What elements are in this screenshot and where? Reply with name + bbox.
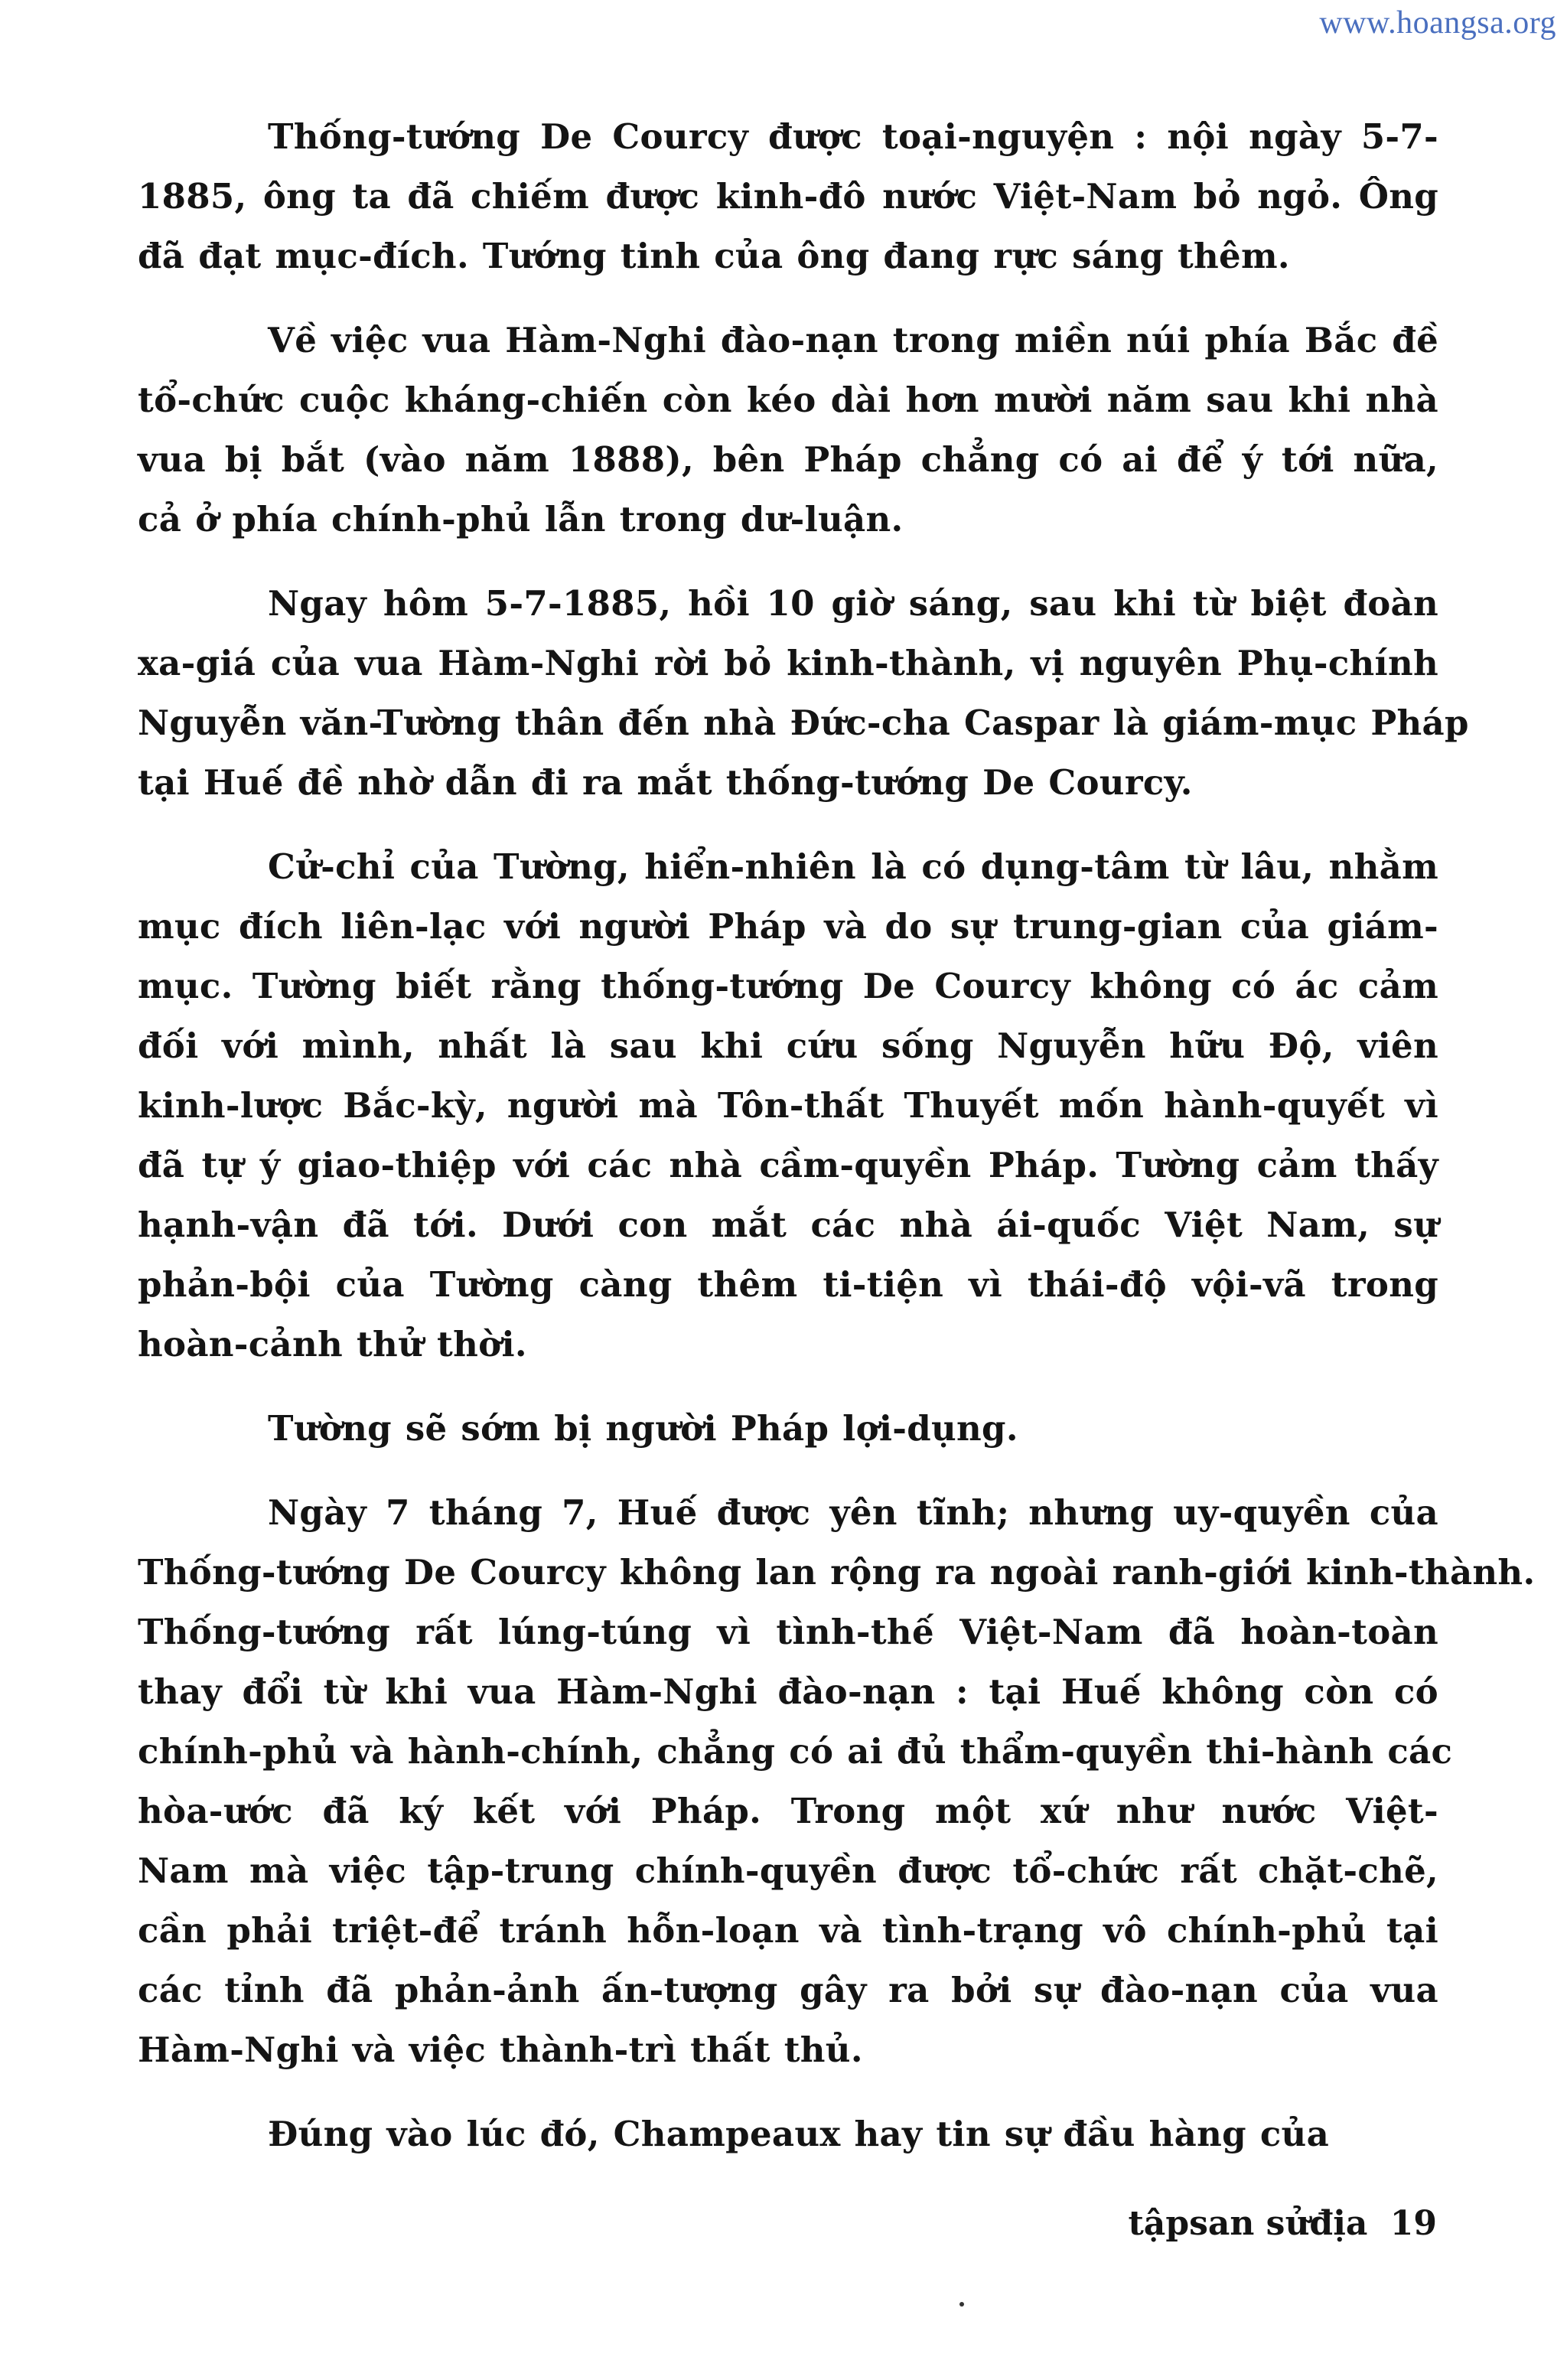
page-number: 19 xyxy=(1389,2204,1437,2243)
text-line: đối với mình, nhất là sau khi cứu sống Nguyễn hữu Độ, viên xyxy=(138,1025,1438,1066)
text-line: vua bị bắt (vào năm 1888), bên Pháp chẳng có ai để ý tới nữa, xyxy=(138,439,1438,480)
text-line: các tỉnh đã phản-ảnh ấn-tượng gây ra bởi sự đào-nạn của vua xyxy=(138,1970,1438,2010)
paragraph xyxy=(138,1483,1536,2080)
text-line: hoàn-cảnh thử thời. xyxy=(138,1324,527,1364)
text-line: hòa-ước đã ký kết với Pháp. Trong một xứ như nước Việt- xyxy=(138,1791,1438,1831)
text-line: đã tự ý giao-thiệp với các nhà cầm-quyền Pháp. Tường cảm thấy xyxy=(138,1145,1438,1185)
watermark-url: www.hoangsa.org xyxy=(1319,5,1556,41)
paragraph xyxy=(138,837,1438,1374)
text-line: Ngay hôm 5-7-1885, hồi 10 giờ sáng, sau khi từ biệt đoàn xyxy=(268,583,1438,624)
text-line: Ngày 7 tháng 7, Huế được yên tĩnh; nhưng uy-quyền của xyxy=(268,1492,1438,1533)
journal-title: tậpsan sửđịa xyxy=(1128,2204,1368,2243)
text-line: chính-phủ và hành-chính, chẳng có ai đủ thẩm-quyền thi-hành các xyxy=(138,1731,1453,1772)
paragraph xyxy=(138,1399,1438,1459)
text-line: tại Huế đề nhờ dẫn đi ra mắt thống-tướng De Courcy. xyxy=(138,762,1193,803)
text-line: kinh-lược Bắc-kỳ, người mà Tôn-thất Thuyết mốn hành-quyết vì xyxy=(138,1085,1438,1126)
scan-speck xyxy=(959,2302,964,2307)
text-line: Thống-tướng De Courcy không lan rộng ra ngoài ranh-giới kinh-thành. xyxy=(138,1552,1536,1593)
text-line: mục đích liên-lạc với người Pháp và do sự trung-gian của giám- xyxy=(138,906,1438,947)
text-line: đã đạt mục-đích. Tướng tinh của ông đang rực sáng thêm. xyxy=(138,236,1290,276)
page-footer xyxy=(1128,2204,1437,2243)
text-line: Về việc vua Hàm-Nghi đào-nạn trong miền núi phía Bắc đề xyxy=(268,320,1438,360)
text-line: cả ở phía chính-phủ lẫn trong dư-luận. xyxy=(138,499,904,540)
text-line: Nguyễn văn-Tường thân đến nhà Đức-cha Caspar là giám-mục Pháp xyxy=(138,703,1469,743)
paragraph xyxy=(138,574,1469,813)
paragraph xyxy=(138,311,1438,549)
text-line: xa-giá của vua Hàm-Nghi rời bỏ kinh-thành, vị nguyên Phụ-chính xyxy=(138,643,1438,683)
text-line: hạnh-vận đã tới. Dưới con mắt các nhà ái-quốc Việt Nam, sự xyxy=(138,1205,1438,1245)
text-line: Nam mà việc tập-trung chính-quyền được tổ-chức rất chặt-chẽ, xyxy=(138,1850,1438,1891)
text-line: 1885, ông ta đã chiếm được kinh-đô nước Việt-Nam bỏ ngỏ. Ông xyxy=(138,176,1438,217)
text-line: Thống-tướng rất lúng-túng vì tình-thế Việt-Nam đã hoàn-toàn xyxy=(138,1612,1438,1652)
paragraph xyxy=(138,2105,1438,2164)
text-line: cần phải triệt-để tránh hỗn-loạn và tình-trạng vô chính-phủ tại xyxy=(138,1910,1438,1951)
text-line: Hàm-Nghi và việc thành-trì thất thủ. xyxy=(138,2030,863,2070)
paragraph xyxy=(138,107,1438,286)
text-line: mục. Tường biết rằng thống-tướng De Courcy không có ác cảm xyxy=(138,966,1438,1006)
text-line: Đúng vào lúc đó, Champeaux hay tin sự đầu hàng của xyxy=(268,2114,1330,2154)
text-line: Cử-chỉ của Tường, hiển-nhiên là có dụng-tâm từ lâu, nhằm xyxy=(268,846,1438,887)
text-line: Thống-tướng De Courcy được toại-nguyện : nội ngày 5-7- xyxy=(268,116,1438,157)
text-line: phản-bội của Tường càng thêm ti-tiện vì thái-độ vội-vã trong xyxy=(138,1264,1438,1305)
text-line: tổ-chức cuộc kháng-chiến còn kéo dài hơn mười năm sau khi nhà xyxy=(138,380,1438,420)
document-body xyxy=(138,107,1536,2189)
text-line: thay đổi từ khi vua Hàm-Nghi đào-nạn : tại Huế không còn có xyxy=(138,1671,1438,1712)
text-line: Tường sẽ sớm bị người Pháp lợi-dụng. xyxy=(268,1408,1018,1449)
